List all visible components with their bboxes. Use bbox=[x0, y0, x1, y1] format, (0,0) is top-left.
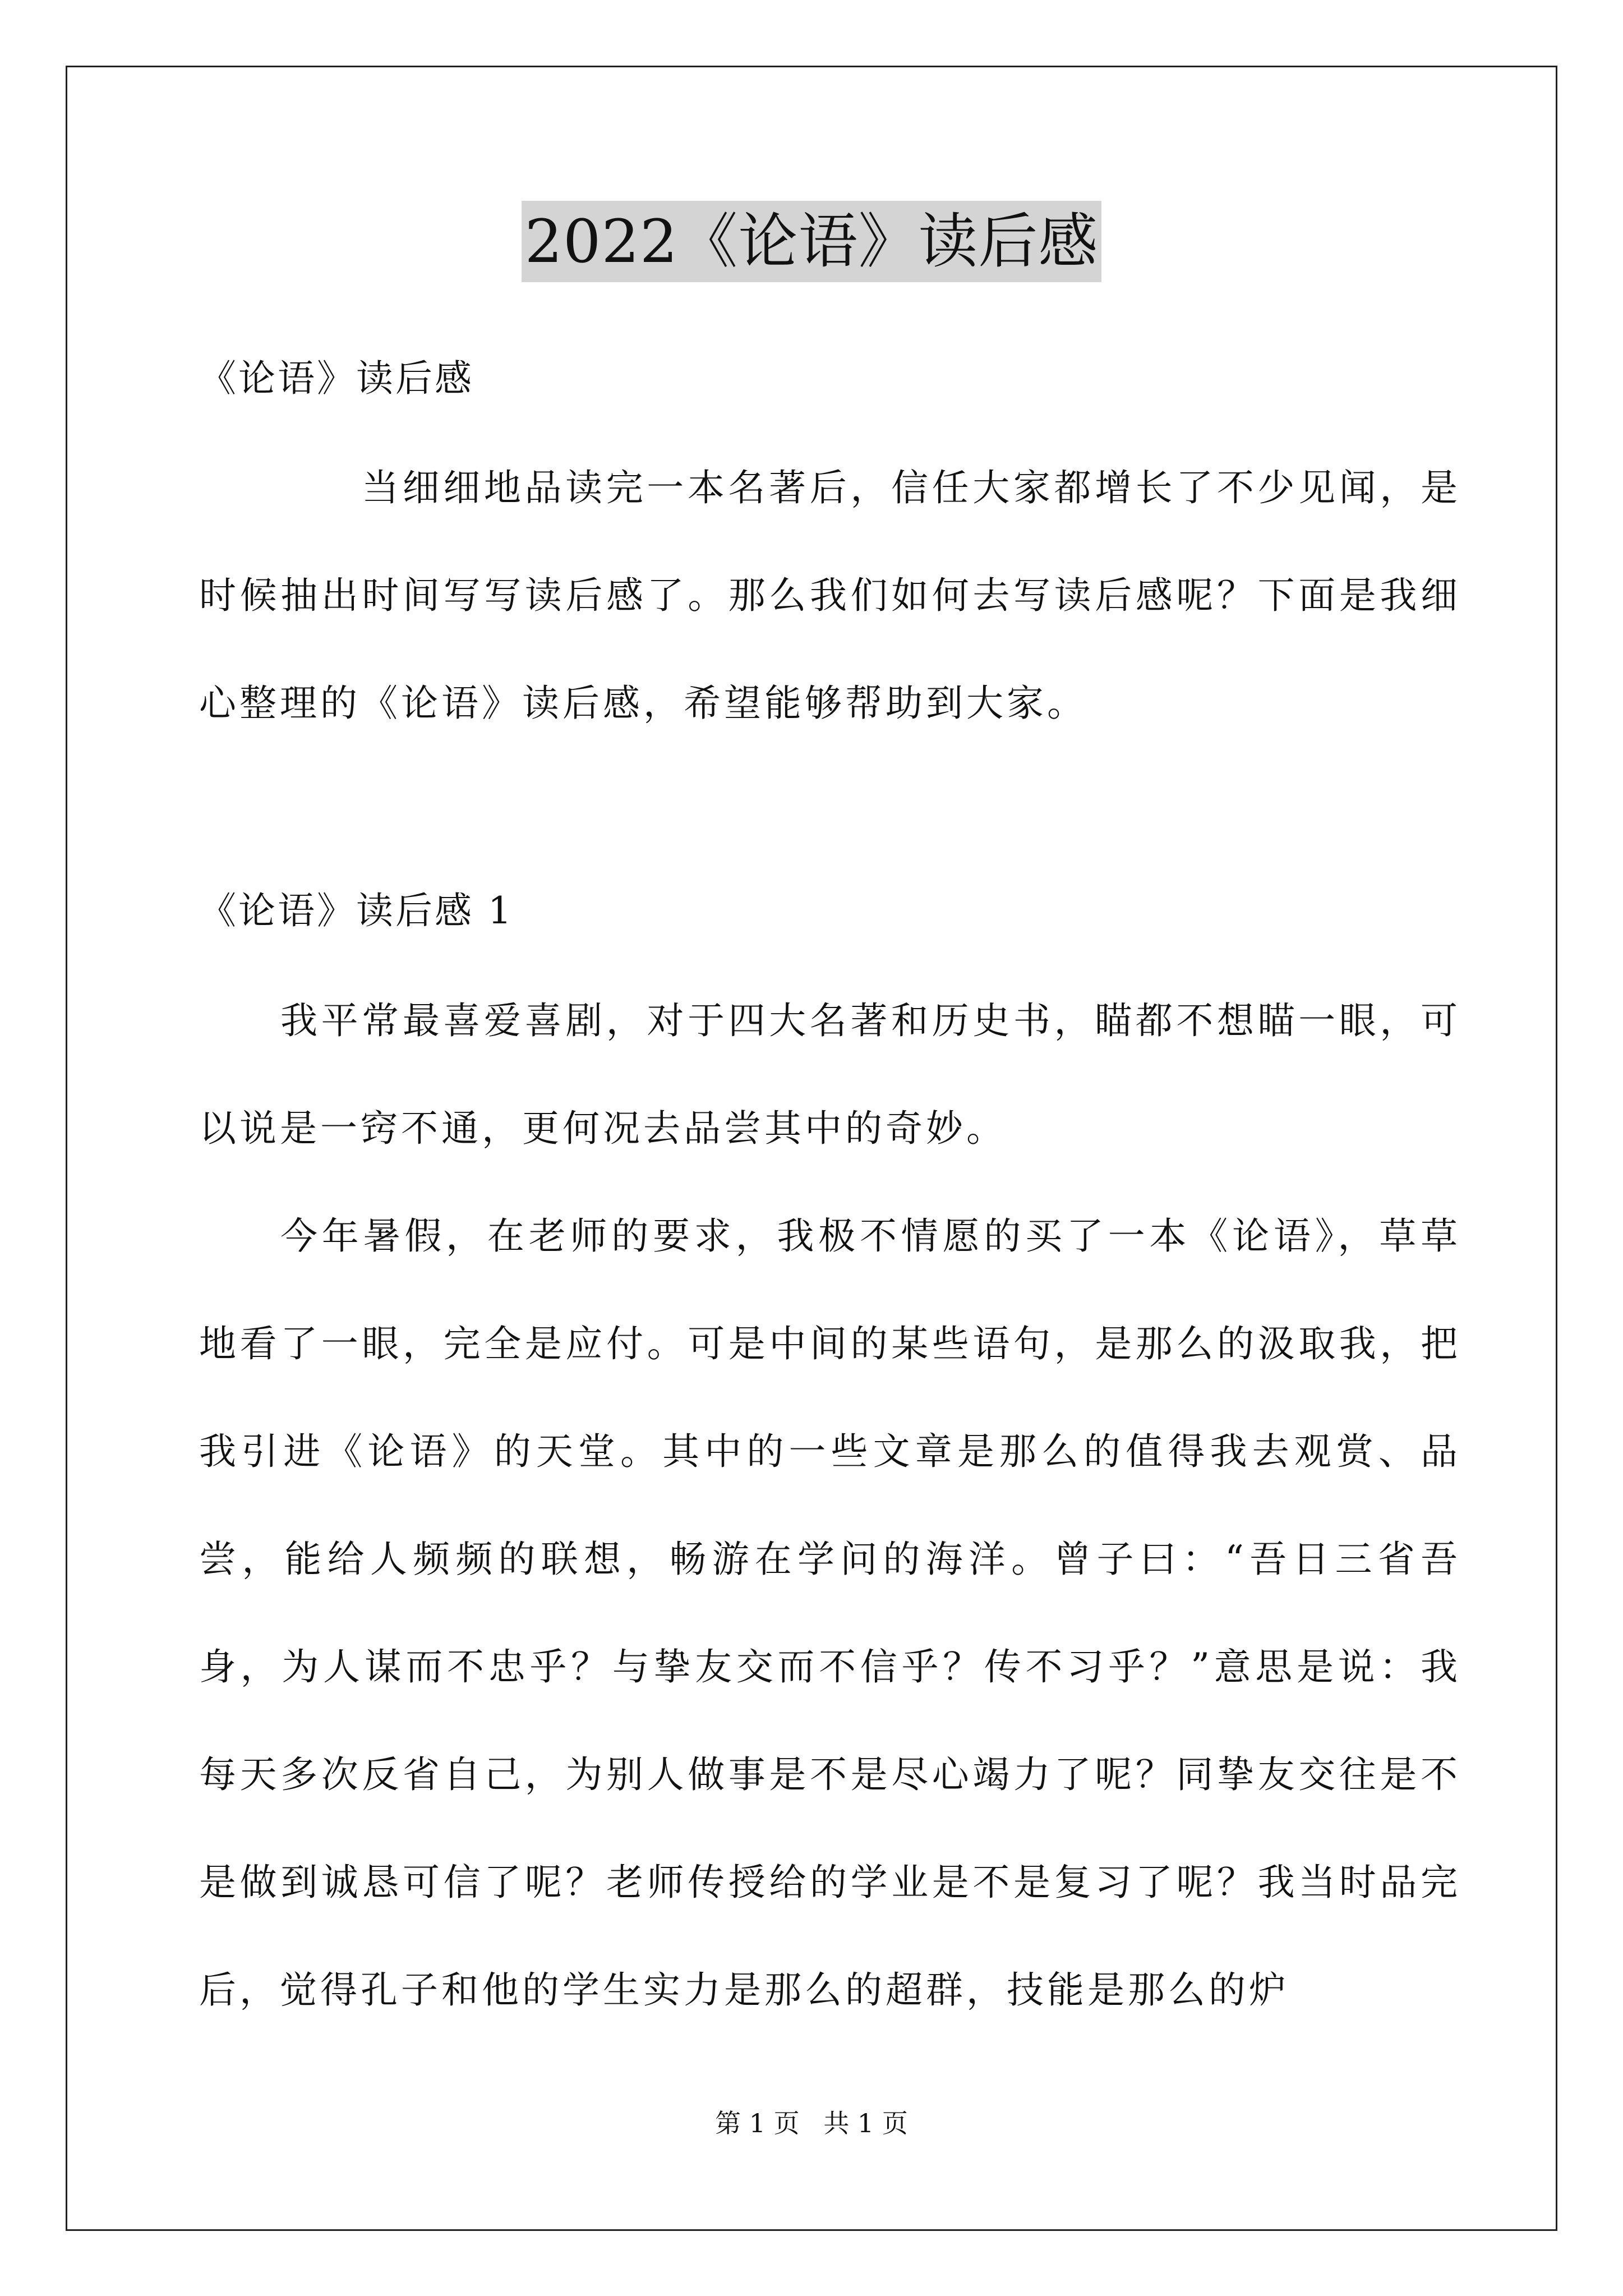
title-container bbox=[0, 201, 1623, 282]
page-total: 共 1 页 bbox=[823, 2108, 908, 2138]
body-paragraph-1: 我平常最喜爱喜剧，对于四大名著和历史书，瞄都不想瞄一眼，可以说是一窍不通，更何况去品尝其中的奇妙。 bbox=[199, 999, 1461, 1150]
document-title: 2022《论语》读后感 bbox=[522, 201, 1102, 282]
page-number: 第 1 页 bbox=[715, 2108, 800, 2138]
body-paragraph-2: 今年暑假，在老师的要求，我极不情愿的买了一本《论语》，草草地看了一眼，完全是应付。可是中间的某些语句，是那么的汲取我，把我引进《论语》的天堂。其中的一些文章是那么的值得我去观赏、品尝，能给人频频的联想，畅游在学问的海洋。曾子曰：“吾日三省吾身，为人谋而不忠乎？与挚友交而不信乎？传不习乎？”意思是说：我每天多次反省自己，为别人做事是不是尽心竭力了呢？同挚友交往是不是做到诚恳可信了呢？老师传授给的学业是不是复习了呢？我当时品完后，觉得孔子和他的学生实力是那么的超群，技能是那么的炉 bbox=[199, 1214, 1461, 2012]
section-heading-1: 《论语》读后感 1 bbox=[199, 889, 514, 932]
document-subtitle: 《论语》读后感 bbox=[199, 357, 474, 400]
intro-paragraph: 当细细地品读完一本名著后，信任大家都增长了不少见闻，是时候抽出时间写写读后感了。那么我们如何去写读后感呢？下面是我细心整理的《论语》读后感，希望能够帮助到大家。 bbox=[199, 466, 1461, 725]
page-footer bbox=[0, 2106, 1623, 2140]
